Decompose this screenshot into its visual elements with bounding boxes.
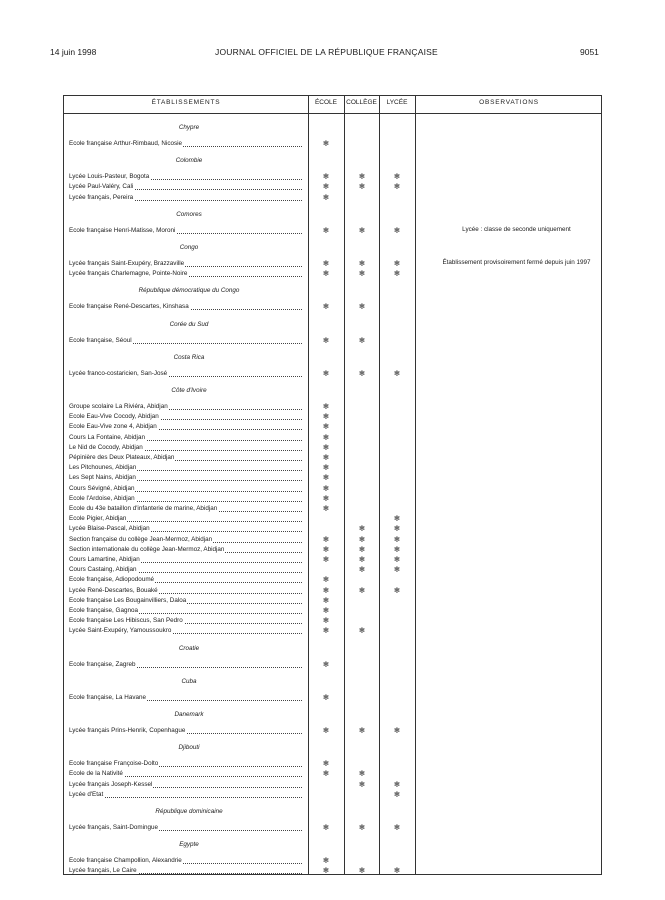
column-header-observations: OBSERVATIONS [479,99,539,106]
college-mark-icon: ❄ [358,524,366,534]
ecole-mark-icon: ❄ [322,402,330,411]
establishment-name-cell [69,575,302,585]
establishment-row [64,759,601,769]
establishment-name: Section française du collège Jean-Mermoz, Abidjan [69,535,213,543]
establishment-name-cell [69,453,302,463]
establishment-name: Lycée français Saint-Exupéry, Brazzaville [69,260,185,267]
establishment-row [64,626,601,636]
column-header-ecole: ÉCOLE [314,99,338,106]
establishment-name: Lycée Louis-Pasteur, Bogota [69,173,150,181]
establishment-row [64,259,601,269]
college-mark-icon: ❄ [358,626,366,636]
establishment-name: Lycée français Charlemagne, Pointe-Noire [69,270,188,278]
establishment-name: Ecole de la Nativité [69,770,123,778]
college-mark-icon: ❄ [358,779,366,789]
ecole-mark-icon: ❄ [322,626,330,636]
establishment-name: Ecole française, Gagnoa [69,607,138,614]
establishment-row [64,823,601,833]
college-mark-icon: ❄ [358,225,366,235]
establishment-name: Les Pitchounes, Abidjan [69,464,137,472]
establishment-name: Lycée français Joseph-Kessel [69,780,153,788]
establishment-name: Lycée français, Saint-Domingue [69,824,159,831]
country-row [64,710,601,720]
establishment-name: Cours Sévigné, Abidjan [69,484,135,492]
ecole-mark-icon: ❄ [322,616,330,626]
country-row [64,807,601,817]
college-mark-icon: ❄ [358,769,366,779]
column-header-college: COLLÈGE [346,99,377,106]
establishments-table [63,95,602,875]
establishment-row [64,463,601,473]
establishment-row [64,780,601,790]
establishment-row [64,866,601,876]
country-row [64,123,601,133]
establishment-name: Cours Lamartine, Abidjan [69,556,140,563]
establishment-row [64,139,601,149]
establishment-name-cell [69,596,302,606]
country-heading: Côte d'Ivoire [171,387,207,394]
establishment-row [64,726,601,736]
observation-text: Lycée : classe de seconde uniquement [462,225,571,233]
ecole-mark-icon: ❄ [322,335,330,345]
establishment-row [64,616,601,626]
ecole-mark-icon: ❄ [322,606,330,615]
lycee-mark-icon: ❄ [393,555,401,564]
establishment-name-cell [69,259,302,269]
establishment-name: Ecole française René-Descartes, Kinshasa [69,303,189,311]
establishment-row [64,484,601,494]
country-row [64,353,601,363]
college-mark-icon: ❄ [358,172,366,182]
establishment-name: Lycée Paul-Valéry, Cali [69,183,134,191]
establishment-name-cell [69,193,302,203]
ecole-mark-icon: ❄ [322,483,330,493]
establishment-name: Pépinière des Deux Plateaux, Abidjan [69,454,175,461]
establishment-name: Groupe scolaire La Riviéra, Abidjan [69,403,168,410]
lycee-mark-icon: ❄ [393,866,401,876]
establishment-name-cell [69,443,302,453]
ecole-mark-icon: ❄ [322,139,330,148]
lycee-mark-icon: ❄ [393,259,401,268]
lycee-mark-icon: ❄ [393,534,401,544]
lycee-mark-icon: ❄ [393,225,401,235]
establishment-name-cell [69,182,302,192]
establishment-name-cell [69,412,302,422]
country-row [64,243,601,253]
establishment-row [64,545,601,555]
establishment-name-cell [69,790,302,800]
establishment-row [64,555,601,565]
college-mark-icon: ❄ [358,302,366,312]
establishment-name-cell [69,726,302,736]
establishment-row [64,596,601,606]
lycee-mark-icon: ❄ [393,524,401,534]
establishment-name-cell [69,484,302,494]
college-mark-icon: ❄ [358,544,366,554]
establishment-name: Ecole française, Adiopodoumé [69,576,155,584]
lycee-mark-icon: ❄ [393,779,401,789]
establishment-row [64,769,601,779]
college-mark-icon: ❄ [358,182,366,192]
establishment-name: Ecole française Les Bougainvilliers, Daloa [69,596,187,604]
ecole-mark-icon: ❄ [322,225,330,235]
establishment-name-cell [69,535,302,545]
establishment-row [64,494,601,504]
country-heading: Egypte [179,841,199,849]
country-heading: République démocratique du Congo [138,287,240,295]
ecole-mark-icon: ❄ [322,259,330,268]
country-heading: Cuba [181,677,197,685]
lycee-mark-icon: ❄ [393,514,401,524]
establishment-name-cell [69,463,302,473]
establishment-name: Lycée franco-costaricien, San-José [69,369,168,377]
establishment-name: Lycée René-Descartes, Bouaké [69,586,158,594]
lycee-mark-icon: ❄ [393,269,401,279]
establishment-name: Section internationale du collège Jean-Mermoz, Abidjan [69,545,225,553]
establishment-name-cell [69,616,302,626]
establishment-name-cell [69,269,302,279]
country-row [64,677,601,687]
establishment-name-cell [69,433,302,443]
lycee-mark-icon: ❄ [393,789,401,799]
establishment-row [64,422,601,432]
lycee-mark-icon: ❄ [393,368,401,378]
establishment-row [64,473,601,483]
establishment-name-cell [69,172,302,182]
ecole-mark-icon: ❄ [322,575,330,585]
establishment-name: Lycée d'Etat [69,790,104,798]
college-mark-icon: ❄ [358,368,366,378]
ecole-mark-icon: ❄ [322,759,330,769]
establishment-name-cell [69,504,302,514]
establishment-name-cell [69,693,302,703]
establishment-name-cell [69,336,302,346]
establishment-row [64,660,601,670]
country-heading: Croatie [178,644,200,652]
college-mark-icon: ❄ [358,823,366,832]
country-heading: Colombie [175,157,203,165]
ecole-mark-icon: ❄ [322,269,330,279]
establishment-name-cell [69,856,302,866]
header-page-number: 9051 [580,47,599,57]
establishment-row [64,790,601,800]
establishment-row [64,514,601,524]
college-mark-icon: ❄ [358,726,366,735]
country-heading: Costa Rica [173,353,205,361]
establishment-name: Ecole française Les Hibiscus, San Pedro [69,617,183,625]
establishment-name-cell [69,780,302,790]
establishment-name: Lycée Saint-Exupéry, Yamoussoukro [69,627,172,635]
establishment-row [64,443,601,453]
country-row [64,386,601,396]
column-header-etablissements: ÉTABLISSEMENTS [151,99,221,106]
establishment-row [64,193,601,203]
establishment-name-cell [69,226,302,236]
lycee-mark-icon: ❄ [393,823,401,832]
country-heading: Comores [176,210,202,218]
ecole-mark-icon: ❄ [322,453,330,462]
establishment-name: Ecole Eau-Vive zone 4, Abidjan [69,423,157,431]
establishment-name: Ecole française, Zagreb [69,660,136,668]
ecole-mark-icon: ❄ [322,463,330,473]
country-row [64,156,601,166]
establishment-row [64,172,601,182]
establishment-name-cell [69,514,302,524]
establishment-name: Lycée français Prins-Henrik, Copenhague [69,727,186,734]
ecole-mark-icon: ❄ [322,659,330,669]
establishment-name: Ecole du 43e bataillon d'infanterie de marine, Abidjan [69,505,218,512]
header-divider [64,113,601,114]
ecole-mark-icon: ❄ [322,473,330,483]
establishment-name-cell [69,769,302,779]
establishment-row [64,504,601,514]
ecole-mark-icon: ❄ [322,432,330,442]
establishment-name-cell [69,555,302,565]
establishment-name-cell [69,302,302,312]
lycee-mark-icon: ❄ [393,172,401,182]
ecole-mark-icon: ❄ [322,595,330,605]
establishment-row [64,182,601,192]
establishment-row [64,586,601,596]
ecole-mark-icon: ❄ [322,504,330,513]
ecole-mark-icon: ❄ [322,726,330,735]
establishment-row [64,535,601,545]
establishment-name: Lycée Blaise-Pascal, Abidjan [69,525,150,533]
country-heading: République dominicaine [155,808,223,815]
establishment-name: Ecole Pigier, Abidjan [69,515,127,523]
college-mark-icon: ❄ [358,534,366,544]
ecole-mark-icon: ❄ [322,422,330,432]
lycee-mark-icon: ❄ [393,726,401,735]
college-mark-icon: ❄ [358,335,366,345]
establishment-row [64,856,601,866]
lycee-mark-icon: ❄ [393,544,401,554]
ecole-mark-icon: ❄ [322,182,330,192]
ecole-mark-icon: ❄ [322,302,330,312]
establishment-name-cell [69,369,302,379]
establishment-name-cell [69,422,302,432]
country-heading: Djibouti [178,744,200,752]
ecole-mark-icon: ❄ [322,585,330,595]
header-date: 14 juin 1998 [50,47,97,57]
establishment-name: Ecole française Françoise-Dolto [69,760,159,768]
establishment-name: Cours Castaing, Abidjan [69,566,137,574]
establishment-name: Cours La Fontaine, Abidjan [69,433,145,441]
establishment-row [64,433,601,443]
establishment-name: Lycée français, Pereira [69,193,134,201]
establishment-row [64,693,601,703]
ecole-mark-icon: ❄ [322,534,330,544]
establishment-name: Ecole Eau-Vive Cocody, Abidjan [69,413,159,421]
ecole-mark-icon: ❄ [322,368,330,378]
establishment-name: Le Nid de Cocody, Abidjan [69,443,143,451]
establishment-name: Ecole française Champollion, Alexandrie [69,857,182,865]
establishment-name-cell [69,759,302,769]
ecole-mark-icon: ❄ [322,866,330,876]
establishment-row [64,524,601,534]
establishment-row [64,402,601,412]
establishment-name: Les Sept Nains, Abidjan [69,474,136,482]
establishment-name: Ecole française Henri-Matisse, Moroni [69,226,176,234]
establishment-name-cell [69,524,302,534]
college-mark-icon: ❄ [358,259,366,268]
ecole-mark-icon: ❄ [322,856,330,866]
establishment-row [64,565,601,575]
establishment-row [64,226,601,236]
ecole-mark-icon: ❄ [322,412,330,422]
ecole-mark-icon: ❄ [322,172,330,182]
establishment-name-cell [69,473,302,483]
establishment-name-cell [69,402,302,412]
establishment-name-cell [69,660,302,670]
establishment-row [64,412,601,422]
lycee-mark-icon: ❄ [393,585,401,595]
country-heading: Corée du Sud [169,320,209,328]
observation-text: Établissement provisoirement fermé depuis juin 1997 [442,259,591,266]
college-mark-icon: ❄ [358,565,366,575]
establishment-row [64,302,601,312]
country-heading: Congo [179,244,199,251]
ecole-mark-icon: ❄ [322,555,330,564]
establishment-row [64,369,601,379]
country-heading: Danemark [174,711,204,718]
establishment-name: Lycée français, Le Caire [69,867,137,875]
ecole-mark-icon: ❄ [322,442,330,452]
establishment-row [64,269,601,279]
header-journal-title: JOURNAL OFFICIEL DE LA RÉPUBLIQUE FRANÇAISE [215,47,438,57]
lycee-mark-icon: ❄ [393,182,401,192]
college-mark-icon: ❄ [358,866,366,876]
ecole-mark-icon: ❄ [322,823,330,832]
ecole-mark-icon: ❄ [322,692,330,702]
ecole-mark-icon: ❄ [322,769,330,779]
college-mark-icon: ❄ [358,555,366,564]
college-mark-icon: ❄ [358,269,366,279]
establishment-name: Ecole française, La Havane [69,693,147,701]
establishment-name: Ecole l'Ardoise, Abidjan [69,494,135,502]
lycee-mark-icon: ❄ [393,565,401,575]
ecole-mark-icon: ❄ [322,493,330,503]
establishment-name-cell [69,139,302,149]
country-row [64,210,601,220]
ecole-mark-icon: ❄ [322,192,330,202]
country-row [64,743,601,753]
establishment-name-cell [69,565,302,575]
establishment-name-cell [69,606,302,616]
establishment-row [64,336,601,346]
country-row [64,840,601,850]
establishment-name: Ecole française, Séoul [69,336,132,344]
establishment-name-cell [69,823,302,833]
college-mark-icon: ❄ [358,585,366,595]
country-heading: Chypre [178,124,200,131]
country-row [64,320,601,330]
country-row [64,644,601,654]
establishment-name-cell [69,586,302,596]
establishment-row [64,606,601,616]
establishment-name-cell [69,494,302,504]
establishment-row [64,453,601,463]
establishment-name-cell [69,626,302,636]
establishment-row [64,575,601,585]
country-row [64,286,601,296]
column-header-lycee: LYCÉE [386,99,408,106]
ecole-mark-icon: ❄ [322,544,330,554]
establishment-name-cell [69,545,302,555]
establishment-name: Ecole française Arthur-Rimbaud, Nicosie [69,140,183,147]
establishment-name-cell [69,866,302,876]
